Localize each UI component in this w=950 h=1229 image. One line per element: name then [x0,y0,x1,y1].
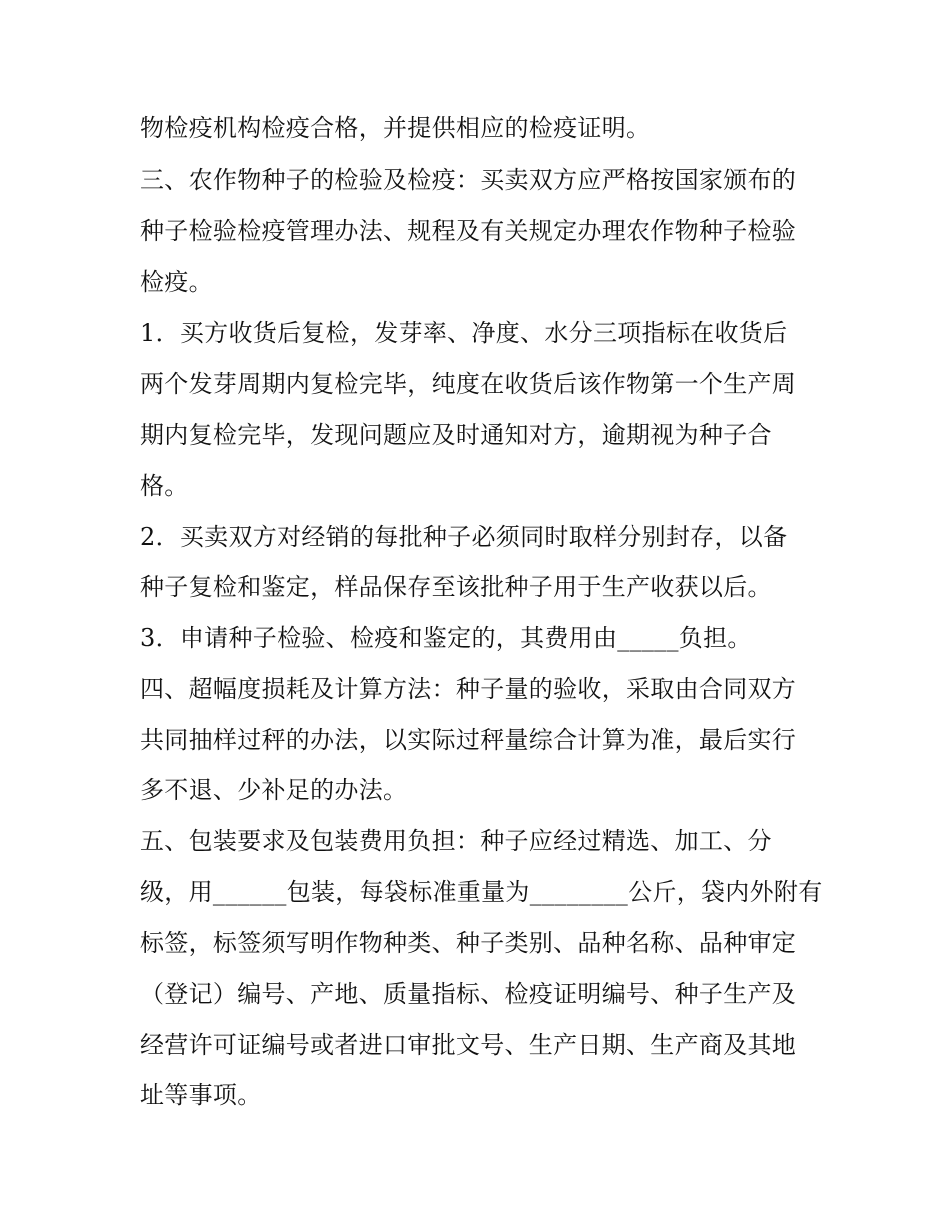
text-line: 五、包装要求及包装费用负担：种子应经过精选、加工、分 [140,827,772,855]
text-line: 标签，标签须写明作物种类、种子类别、品种名称、品种审定 [140,929,797,957]
text-line: 两个发芽周期内复检完毕，纯度在收货后该作物第一个生产周 [140,370,797,398]
text-line: 检疫。 [140,268,213,296]
text-line: 级，用______包装，每袋标准重量为________公斤，袋内外附有 [140,878,823,906]
text-line: 3．申请种子检验、检疫和鉴定的，其费用由_____负担。 [140,624,752,652]
text-line: 四、超幅度损耗及计算方法：种子量的验收，采取由合同双方 [140,675,797,703]
text-line: 格。 [140,472,189,500]
text-line: 种子检验检疫管理办法、规程及有关规定办理农作物种子检验 [140,217,797,245]
text-line: 多不退、少补足的办法。 [140,776,408,804]
text-line: 经营许可证编号或者进口审批文号、生产日期、生产商及其地 [140,1031,797,1059]
text-line: 三、农作物种子的检验及检疫：买卖双方应严格按国家颁布的 [140,166,797,194]
text-line: （登记）编号、产地、质量指标、检疫证明编号、种子生产及 [140,980,797,1008]
text-line: 2．买卖双方对经销的每批种子必须同时取样分别封存，以备 [140,523,788,551]
text-line: 共同抽样过秤的办法，以实际过秤量综合计算为准，最后实行 [140,726,797,754]
text-line: 物检疫机构检疫合格，并提供相应的检疫证明。 [140,114,651,142]
text-line: 址等事项。 [140,1081,262,1109]
text-line: 期内复检完毕，发现问题应及时通知对方，逾期视为种子合 [140,421,772,449]
text-line: 1．买方收货后复检，发芽率、净度、水分三项指标在收货后 [140,319,788,347]
text-line: 种子复检和鉴定，样品保存至该批种子用于生产收获以后。 [140,573,772,601]
